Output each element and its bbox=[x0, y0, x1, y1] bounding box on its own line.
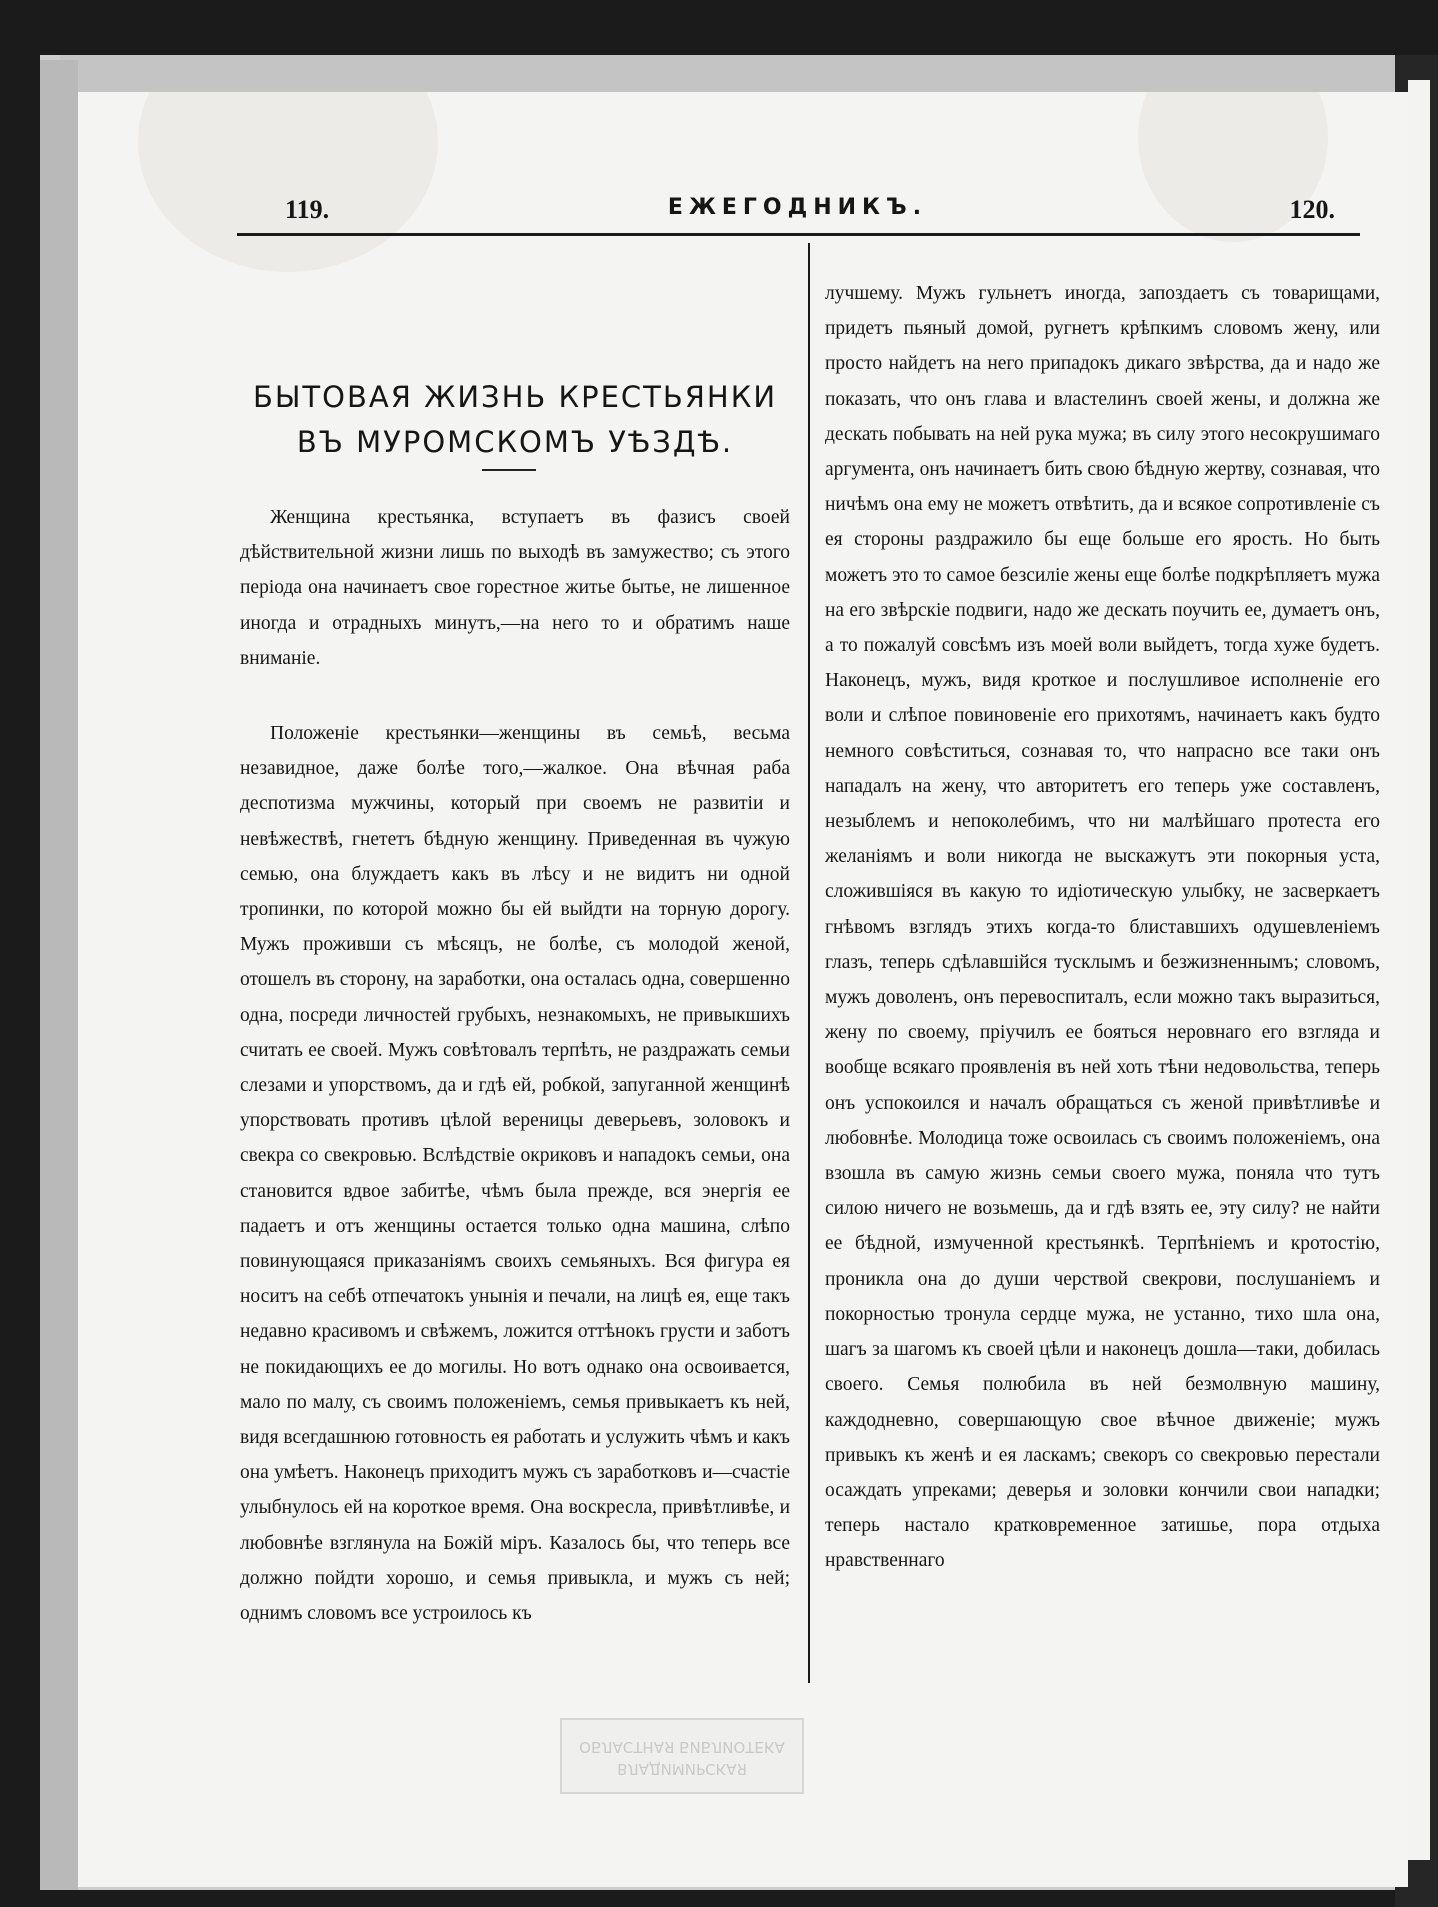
article-title bbox=[240, 375, 790, 465]
right-column bbox=[825, 276, 1380, 1579]
paragraph: Женщина крестьянка, вступаетъ въ фазисъ своей дѣйствительной жизни лишь по выходѣ въ замужество; съ этого періода она начинаетъ свое горестное житье бытье, не лишенное иногда и отрадныхъ минутъ,—на него то и обратимъ наше вниманіе. bbox=[240, 507, 790, 669]
next-page-edge bbox=[1408, 80, 1430, 1860]
paragraph-gap bbox=[240, 676, 790, 716]
running-header bbox=[235, 195, 1360, 227]
journal-title: ЕЖЕГОДНИКЪ. bbox=[667, 195, 928, 220]
column-divider bbox=[808, 243, 810, 1683]
torn-left-edge bbox=[40, 60, 78, 1890]
article-title-line-1: БЫТОВАЯ ЖИЗНЬ КРЕСТЬЯНКИ bbox=[252, 380, 778, 414]
library-stamp bbox=[560, 1718, 804, 1794]
page-number-right: 120. bbox=[1289, 195, 1335, 224]
torn-top-edge bbox=[60, 55, 1400, 92]
paper-stain bbox=[138, 92, 438, 272]
left-column bbox=[240, 500, 790, 1631]
stamp-line-1: ВЛАДИМИРСКАЯ bbox=[617, 1760, 747, 1778]
paragraph: лучшему. Мужъ гульнетъ иногда, запоздаетъ съ товарищами, придетъ пьяный домой, ругнетъ крѣпкимъ словомъ жену, или просто найдетъ на него припадокъ дикаго звѣрства, да и надо же показать, что онъ глава и властелинъ своей жены, и должна же дескать побывать на ней рука мужа; въ силу этого несокрушимаго аргумента, онъ начинаетъ бить свою бѣдную жертву, сознавая, что ничѣмъ она ему не можетъ отвѣтить, да и всякое сопротивленіе съ ея стороны раздражило бы еще больше его ярость. Но быть можетъ это то самое безсиліе жены еще болѣе подкрѣпляетъ мужа на его звѣрскіе подвиги, надо же дескать поучить ее, думаетъ онъ, а то пожалуй совсѣмъ изъ моей воли выйдетъ, тогда хуже будетъ. Наконецъ, мужъ, видя кроткое и послушливое исполненіе его воли и слѣпое повиновеніе его прихотямъ, начинаетъ какъ будто немного совѣститься, сознавая то, что напрасно все таки онъ нападалъ на жену, что авторитетъ его теперь уже составленъ, незыблемъ и непоколебимъ, что ни малѣйшаго протеста его желаніямъ и воли никогда не выскажутъ эти покорныя уста, сложившіяся въ какую то идіотическую улыбку, не засверкаетъ гнѣвомъ взглядъ этихъ когда-то блиставшихъ одушевленіемъ глазъ, теперь сдѣлавшійся тусклымъ и безжизненнымъ; словомъ, мужъ доволенъ, онъ перевоспиталъ, если можно такъ выразиться, жену по своему, пріучилъ ее бояться неровнаго его взгляда и вообще всякаго проявленія въ ней хоть тѣни недовольства, теперь онъ успокоился и началъ обращаться съ женой привѣтливѣе и любовнѣе. Молодица тоже освоилась съ своимъ положеніемъ, она взошла въ самую жизнь семьи своего мужа, поняла что тутъ силою ничего не возьмешь, да и гдѣ взять ее, эту силу? не найти ее бѣдной, измученной крестьянкѣ. Терпѣніемъ и кротостію, проникла она до души черствой свекрови, послушаніемъ и покорностью тронула сердце мужа, не устанно, тихо шла она, шагъ за шагомъ къ своей цѣли и наконецъ дошла—таки, добилась своего. Семья полюбила въ ней безмолвную машину, каждодневно, совершающую свое вѣчное движеніе; мужъ привыкъ къ женѣ и ея ласкамъ; свекоръ со свекровью перестали осаждать упреками; деверья и золовки кончили свои нападки; теперь настало кратковременное затишье, пора отдыха нравственнаго bbox=[825, 283, 1380, 1572]
header-rule bbox=[237, 233, 1360, 236]
title-rule bbox=[482, 469, 536, 471]
stamp-line-2: ОБЛАСТНАЯ БИБЛИОТЕКА bbox=[579, 1738, 785, 1756]
article-title-line-2: ВЪ МУРОМСКОМЪ УѢЗДѢ. bbox=[296, 425, 734, 459]
page-number-left: 119. bbox=[285, 195, 330, 224]
paragraph: Положеніе крестьянки—женщины въ семьѣ, весьма незавидное, даже болѣе того,—жалкое. Она вѣчная раба деспотизма мужчины, который при своемъ не развитіи и невѣжествѣ, гнететъ бѣдную женщину. Приведенная въ чужую семью, она блуждаетъ какъ въ лѣсу и не видитъ ни одной тропинки, по которой можно бы ей выйдти на торную дорогу. Мужъ проживши съ мѣсяцъ, не болѣе, съ молодой женой, отошелъ въ сторону, на заработки, она осталась одна, совершенно одна, посреди личностей грубыхъ, незнакомыхъ, не привыкшихъ считать ее своей. Мужъ совѣтовалъ терпѣть, не раздражать семьи слезами и упорствомъ, да и гдѣ ей, робкой, запуганной женщинѣ упорствовать противъ цѣлой вереницы деверьевъ, золовокъ и свекра со свекровью. Вслѣдствіе окриковъ и нападокъ семьи, она становится вдвое забитѣе, чѣмъ была прежде, вся энергія ее падаетъ и отъ женщины остается только одна машина, слѣпо повинующаяся приказаніямъ своихъ семьяныхъ. Вся фигура ея носитъ на себѣ отпечатокъ унынія и печали, на лицѣ ея, еще такъ недавно красивомъ и свѣжемъ, ложится оттѣнокъ грусти и заботъ не покидающихъ ее до могилы. Но вотъ однако она освоивается, мало по малу, съ своимъ положеніемъ, семья привыкаетъ къ ней, видя всегдашнюю готовность ея работать и услужить чѣмъ и какъ она умѣетъ. Наконецъ приходитъ мужъ съ заработковъ и—счастіе улыбнулось ей на короткое время. Она воскресла, привѣтливѣе, и любовнѣе взглянула на Божій міръ. Казалось бы, что теперь все должно пойдти хорошо, и семья привыкла, и мужъ съ ней; однимъ словомъ все устроилось къ bbox=[240, 723, 791, 1625]
